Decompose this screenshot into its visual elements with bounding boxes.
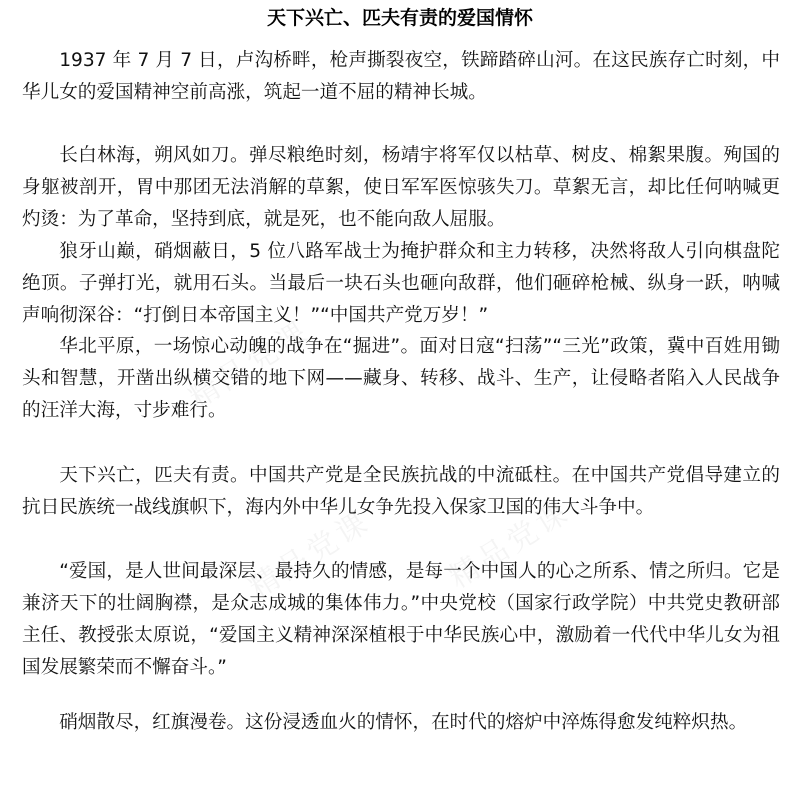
paragraph-langya-mountain: 狼牙山巅，硝烟蔽日，5 位八路军战士为掩护群众和主力转移，决然将敌人引向棋盘陀绝顶。子弹打光，就用石头。当最后一块石头也砸向敌群，他们砸碎枪械、纵身一跃，呐喊声响彻深谷：“打倒日本帝国主义！”“中国共产党万岁！” xyxy=(22,241,780,326)
paragraph-tunnel-warfare: 华北平原，一场惊心动魄的战争在“掘进”。面对日寇“扫荡”“三光”政策，冀中百姓用锄头和智慧，开凿出纵横交错的地下网——藏身、转移、战斗、生产，让侵略者陷入人民战争的汪洋大海，寸步难行。 xyxy=(22,336,780,421)
watermark: 精品党课 xyxy=(442,494,577,596)
paragraph-yang-jingyu: 长白林海，朔风如刀。弹尽粮绝时刻，杨靖宇将军仅以枯草、树皮、棉絮果腹。殉国的身躯被剖开，胃中那团无法消解的草絮，使日军军医惊骇失刀。草絮无言，却比任何呐喊更灼烫：为了革命，坚持到底，就是死，也不能向敌人屈服。 xyxy=(22,145,780,230)
watermark: 精品党课 xyxy=(182,314,317,416)
paragraph-closing: 硝烟散尽，红旗漫卷。这份浸透血火的情怀，在时代的熔炉中淬炼得愈发纯粹炽热。 xyxy=(59,712,748,733)
paragraph-united-front: 天下兴亡，匹夫有责。中国共产党是全民族抗战的中流砥柱。在中国共产党倡导建立的抗日民族统一战线旗帜下，海内外中华儿女争先投入保家卫国的伟大斗争中。 xyxy=(22,465,780,518)
paragraph-quote: “爱国，是人世间最深层、最持久的情感，是每一个中国人的心之所系、情之所归。它是兼济天下的壮阔胸襟，是众志成城的集体伟力。”中央党校（国家行政学院）中共党史教研部主任、教授张太原说，“爱国主义精神深深植根于中华民族心中，激励着一代代中华儿女为祖国发展繁荣而不懈奋斗。” xyxy=(22,561,780,678)
watermark: 精品党课 xyxy=(242,504,377,606)
paragraph-lugou-bridge: 1937 年 7 月 7 日，卢沟桥畔，枪声撕裂夜空，铁蹄踏碎山河。在这民族存亡时刻，中华儿女的爱国精神空前高涨，筑起一道不屈的精神长城。 xyxy=(22,50,780,103)
page-title: 天下兴亡、匹夫有责的爱国情怀 xyxy=(266,7,533,29)
